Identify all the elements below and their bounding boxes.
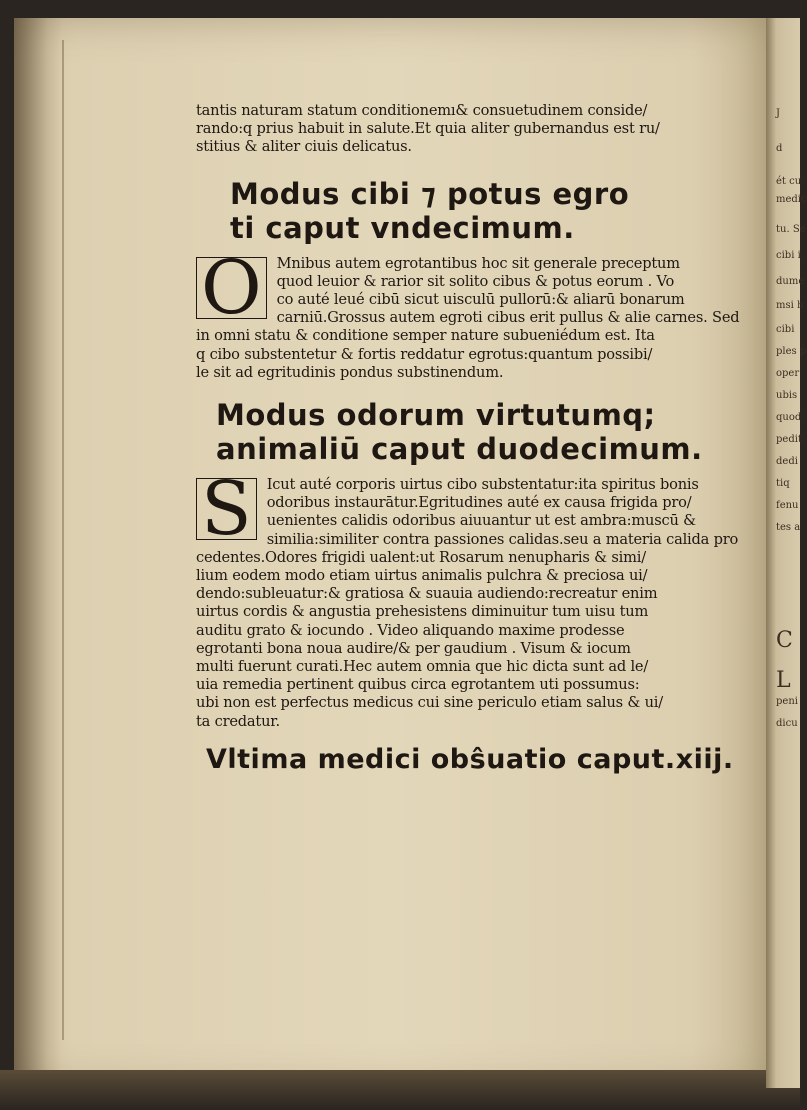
chapter-12-body bbox=[196, 466, 744, 731]
adjacent-fragment: tu. Se bbox=[776, 224, 806, 235]
chapter-11-heading-line-2: ti caput vndecimum. bbox=[230, 210, 575, 245]
adjacent-fragment: C bbox=[776, 628, 793, 653]
adjacent-fragment: ét cu bbox=[776, 176, 802, 187]
text-line: in omni statu & conditione semper nature subueniédum est. Ita bbox=[196, 327, 655, 345]
adjacent-fragment: msi h bbox=[776, 300, 804, 311]
text-line: uenientes calidis odoribus aiuuantur ut est ambra:muscū & bbox=[266, 512, 696, 530]
text-line: uia remedia pertinent quibus circa egrotantem uti possumus: bbox=[196, 676, 640, 694]
text-line: odoribus instaurātur.Egritudines auté ex causa frigida pro/ bbox=[266, 494, 692, 512]
chapter-12-heading-line-1: Modus odorum virtutumq; bbox=[216, 398, 656, 433]
page-gutter-shadow bbox=[14, 18, 62, 1088]
adjacent-fragment: dume bbox=[776, 276, 805, 287]
chapter-11-initial: O bbox=[196, 257, 267, 319]
text-line: auditu grato & iocundo . Video aliquando maxime prodesse bbox=[196, 621, 625, 639]
text-line: Mnibus autem egrotantibus hoc sit generale preceptum bbox=[276, 254, 680, 272]
adjacent-fragment: d bbox=[776, 143, 783, 154]
text-line: rando:q prius habuit in salute.Et quia aliter gubernandus est ru/ bbox=[196, 120, 660, 138]
page-text-block bbox=[196, 102, 744, 777]
text-line: multi fuerunt curati.Hec autem omnia que hic dicta sunt ad le/ bbox=[196, 658, 649, 676]
adjacent-fragment: peni bbox=[776, 696, 798, 707]
adjacent-fragment: cibi bbox=[776, 324, 795, 335]
text-line: dendo:subleuatur:& gratiosa & suauia audiendo:recreatur enim bbox=[196, 585, 658, 603]
adjacent-fragment: fenu bbox=[776, 500, 799, 511]
adjacent-page-edge bbox=[766, 18, 807, 1088]
chapter-12-initial: S bbox=[196, 478, 257, 540]
chapter-11-body bbox=[196, 244, 744, 382]
text-line: tantis naturam statum conditionemı& consuetudinem conside/ bbox=[196, 102, 648, 119]
text-line: q cibo substentetur & fortis reddatur egrotus:quantum possibi/ bbox=[196, 345, 653, 363]
adjacent-fragment: oper bbox=[776, 368, 800, 379]
text-line: cedentes.Odores frigidi ualent:ut Rosarum nenupharis & simi/ bbox=[196, 548, 646, 566]
text-line: lium eodem modo etiam uirtus animalis pulchra & preciosa ui/ bbox=[196, 567, 648, 585]
text-line: Icut auté corporis uirtus cibo substentatur:ita spiritus bonis bbox=[266, 476, 699, 494]
chapter-13-heading: Vltima medici obŝuatio caput.xiij. bbox=[206, 743, 734, 775]
text-line: ta credatur. bbox=[196, 712, 280, 730]
adjacent-fragment: tiq bbox=[776, 478, 790, 489]
adjacent-fragment: quod bbox=[776, 412, 802, 423]
text-line: similia:similiter contra passiones calidas.seu a materia calida pro bbox=[266, 530, 739, 548]
adjacent-fragment: L bbox=[776, 668, 791, 693]
adjacent-fragment: ubis bbox=[776, 390, 798, 401]
text-line: quod leuior & rarior sit solito cibus & potus eorum . Vo bbox=[276, 272, 675, 290]
text-line: ubi non est perfectus medicus cui sine periculo etiam salus & ui/ bbox=[196, 694, 663, 712]
adjacent-fragment: dicu bbox=[776, 718, 798, 729]
text-line: le sit ad egritudinis pondus substinendum. bbox=[196, 363, 504, 381]
chapter-11-heading-line-1: Modus cibi ⁊ potus egro bbox=[230, 176, 630, 211]
adjacent-fragment: dedi bbox=[776, 456, 798, 467]
binding-line bbox=[62, 40, 64, 1040]
chapter-12-heading-line-2: animaliū caput duodecimum. bbox=[216, 432, 703, 467]
text-line: egrotanti bona noua audire/& per gaudium . Visum & iocum bbox=[196, 639, 631, 657]
page-bottom-edge bbox=[0, 1070, 800, 1110]
adjacent-fragment: medic bbox=[776, 194, 807, 205]
adjacent-fragment: ples p bbox=[776, 346, 807, 357]
adjacent-fragment: J bbox=[776, 108, 781, 119]
adjacent-fragment: cibi i bbox=[776, 250, 801, 261]
text-line: stitius & aliter ciuis delicatus. bbox=[196, 138, 412, 156]
text-line: uirtus cordis & angustia prehesistens diminuitur tum uisu tum bbox=[196, 603, 649, 621]
adjacent-fragment: pedit bbox=[776, 434, 802, 445]
text-line: co auté leué cibū sicut uisculū pullorū:& aliarū bonarum bbox=[276, 291, 685, 309]
adjacent-fragment: tes a bbox=[776, 522, 801, 533]
text-line: carniū.Grossus autem egroti cibus erit pullus & alie carnes. Sed bbox=[276, 309, 740, 327]
